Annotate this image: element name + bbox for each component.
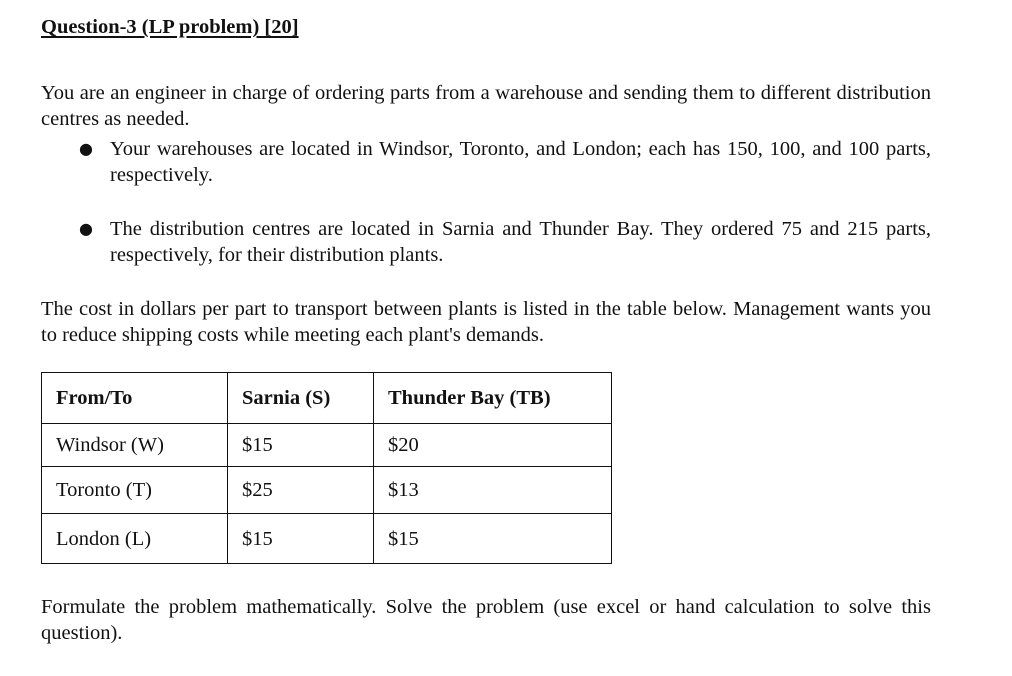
bullet-icon: ● — [79, 219, 93, 238]
table-cell: Toronto (T) — [42, 467, 228, 514]
table-cell: Windsor (W) — [42, 424, 228, 467]
table-cell: $25 — [228, 467, 374, 514]
document-page — [41, 14, 931, 646]
bullet-item-distribution-centres — [41, 216, 931, 268]
cost-table — [41, 372, 612, 564]
table-header-cell: Sarnia (S) — [228, 373, 374, 424]
table-cell: $20 — [374, 424, 612, 467]
table-cell: $15 — [374, 514, 612, 564]
table-row — [42, 424, 612, 467]
table-cell: $13 — [374, 467, 612, 514]
bullet-icon: ● — [79, 139, 93, 158]
table-header-row — [42, 373, 612, 424]
bullet-item-warehouses — [41, 136, 931, 188]
table-header-cell: Thunder Bay (TB) — [374, 373, 612, 424]
table-row — [42, 514, 612, 564]
table-header-cell: From/To — [42, 373, 228, 424]
final-paragraph: Formulate the problem mathematically. Solve the problem (use excel or hand calculation to solve this question). — [41, 596, 931, 644]
bullet-list — [41, 136, 931, 268]
table-cell: London (L) — [42, 514, 228, 564]
question-title: Question-3 (LP problem) [20] — [41, 16, 299, 38]
table-row — [42, 467, 612, 514]
cost-paragraph: The cost in dollars per part to transport between plants is listed in the table below. Management wants you to reduce shipping costs while meeting each plant's demands. — [41, 298, 931, 346]
bullet-text: Your warehouses are located in Windsor, Toronto, and London; each has 150, 100, and 100 parts, respectively. — [110, 138, 931, 186]
table-cell: $15 — [228, 424, 374, 467]
table-cell: $15 — [228, 514, 374, 564]
intro-paragraph: You are an engineer in charge of ordering parts from a warehouse and sending them to different distribution centres as needed. — [41, 82, 931, 130]
bullet-text: The distribution centres are located in Sarnia and Thunder Bay. They ordered 75 and 215 parts, respectively, for their distribution plants. — [110, 218, 931, 266]
